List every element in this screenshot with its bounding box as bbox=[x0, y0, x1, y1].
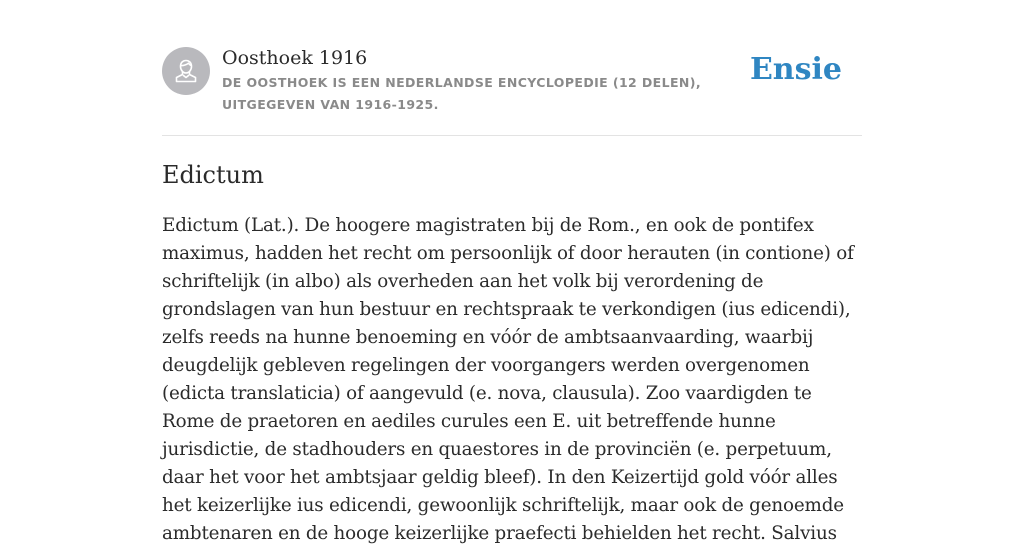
entry-body: Edictum (Lat.). De hoogere magistraten bij de Rom., en ook de pontifex maximus, hadden het recht om persoonlijk of door herauten (in contione) of schriftelijk (in albo) als overheden aan het volk bij verordening de grondslagen van hun bestuur en rechtspraak te verkondigen (ius edicendi), zelfs reeds na hunne benoeming en vóór de ambtsaanvaarding, waarbij deugdelijk gebleven regelingen der voorgangers werden overgenomen (edicta translaticia) of aangevuld (e. nova, clausula). Zoo vaardigden te Rome de praetoren en aediles curules een E. uit betreffende hunne jurisdictie, de stadhouders en quaestores in de provinciën (e. perpetuum, daar het voor het ambtsjaar geldig bleef). In den Keizertijd gold vóór alles het keizerlijke ius edicendi, gewoonlijk schriftelijk, maar ook de genoemde ambtenaren en de hooge keizerlijke praefecti behielden het recht. Salvius bbox=[162, 215, 854, 544]
source-description: DE OOSTHOEK IS EEN NEDERLANDSE ENCYCLOPEDIE (12 DELEN), UITGEGEVEN VAN 1916-1925. bbox=[222, 75, 702, 112]
source-header bbox=[162, 44, 862, 136]
ensie-logo[interactable]: Ensie bbox=[749, 52, 842, 87]
entry-title: Edictum bbox=[162, 161, 264, 189]
source-title[interactable]: Oosthoek 1916 bbox=[222, 47, 368, 69]
source-avatar[interactable] bbox=[162, 47, 210, 95]
user-silhouette-icon bbox=[171, 56, 201, 86]
